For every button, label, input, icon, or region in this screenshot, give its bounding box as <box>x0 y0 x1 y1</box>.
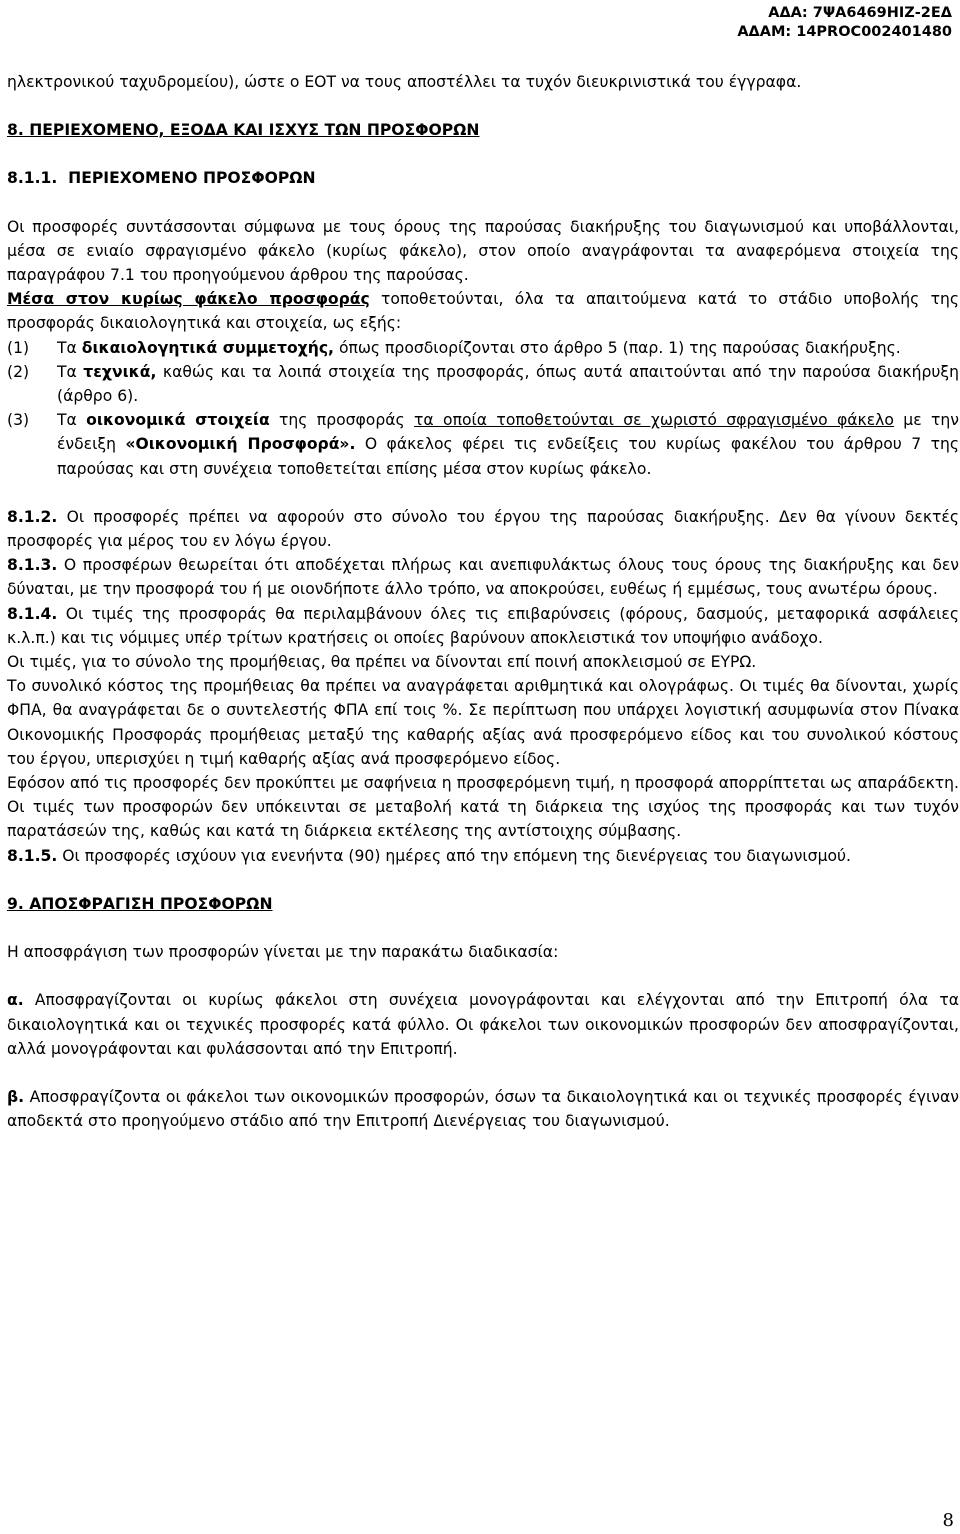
adam-code: ΑΔΑΜ: 14PROC002401480 <box>737 24 952 40</box>
main-envelope-lead: Μέσα στον κυρίως φάκελο προσφοράς <box>7 290 370 309</box>
main-envelope-paragraph: Μέσα στον κυρίως φάκελο προσφοράς τοποθετούνται, όλα τα απαιτούμενα κατά το στάδιο υποβολής της προσφοράς δικαιολογητικά και στοιχεία, ως εξής: <box>7 290 959 333</box>
section-8-1-2: 8.1.2. Οι προσφορές πρέπει να αφορούν στο σύνολο του έργου της παρούσας διακήρυξης. Δεν θα γίνουν δεκτές προσφορές για μέρος του εν λόγω έργου. <box>7 507 959 551</box>
euro-paragraph: Οι τιμές, για το σύνολο της προμήθειας, θα πρέπει να δίνονται επί ποινή αποκλεισμού σε ΕΥΡΩ. <box>7 653 757 672</box>
intro-paragraph: ηλεκτρονικού ταχυδρομείου), ώστε ο ΕΟΤ να τους αποστέλλει τα τυχόν διευκρινιστικά του έγγραφα. <box>7 73 802 91</box>
section-9-intro: Η αποσφράγιση των προσφορών γίνεται με την παρακάτω διαδικασία: <box>7 943 559 962</box>
offers-paragraph: Οι προσφορές συντάσσονται σύμφωνα με τους όρους της παρούσας διακήρυξης του διαγωνισμού και υποβάλλονται, μέσα σε ενιαίο σφραγισμένο φάκελο (κυρίως φάκελο), στον οποίο αναγράφονται τα αναφερόμενα στοιχεία της παραγράφου 7.1 του προηγούμενου άρθρου της παρούσας. <box>7 217 959 285</box>
page-number: 8 <box>942 1510 954 1531</box>
list-item: (3) Τα οικονομικά στοιχεία της προσφοράς τα οποία τοποθετούνται σε χωριστό σφραγισμένο φάκελο με την ένδειξη «Οικονομική Προσφορά». Ο φάκελος φέρει τις ενδείξεις του κυρίως φακέλου του άρθρου 7 της παρούσας και στη συνέχεια τοποθετείται επίσης μέσα στον κυρίως φάκελο. <box>7 411 959 478</box>
section-8-1-1-heading: 8.1.1. ΠΕΡΙΕΧΟΜΕΝΟ ΠΡΟΣΦΟΡΩΝ <box>7 169 316 188</box>
section-8-heading: 8. ΠΕΡΙΕΧΟΜΕΝΟ, ΕΞΟΔΑ ΚΑΙ ΙΣΧΥΣ ΤΩΝ ΠΡΟΣΦΟΡΩΝ <box>7 121 480 140</box>
step-b-paragraph: β. Αποσφραγίζοντα οι φάκελοι των οικονομικών προσφορών, όσων τα δικαιολογητικά και οι τεχνικές προσφορές έγιναν αποδεκτά στο προηγούμενο στάδιο από την Επιτροπή Διενέργειας του διαγωνισμού. <box>7 1087 959 1131</box>
list-item: (2) Τα τεχνικά, καθώς και τα λοιπά στοιχεία της προσφοράς, όπως αυτά απαιτούνται από την παρούσα διακήρυξη (άρθρο 6). <box>7 362 959 406</box>
document-header <box>737 4 952 42</box>
ada-code: ΑΔΑ: 7ΨΑ6469ΗΙΖ-2ΕΔ <box>768 5 952 21</box>
section-8-1-4: 8.1.4. Οι τιμές της προσφοράς θα περιλαμβάνουν όλες τις επιβαρύνσεις (φόρους, δασμούς, μεταφορικά ασφάλειες κ.λ.π.) και τις νόμιμες υπέρ τρίτων κρατήσεις οι οποίες βαρύνουν αποκλειστικά τον υποψήφιο ανάδοχο. <box>7 604 959 647</box>
total-cost-paragraph: Το συνολικό κόστος της προμήθειας θα πρέπει να αναγράφεται αριθμητικά και ολογράφως. Οι τιμές θα δίνονται, χωρίς ΦΠΑ, θα αναγράφεται δε ο συντελεστής ΦΠΑ επί τοις %. Σε περίπτωση που υπάρχει λογιστική ασυμφωνία στον Πίνακα Οικονομικής Προσφοράς προμήθειας μεταξύ της καθαρής αξίας ανά προσφερόμενο είδος και του συνολικού κόστους του έργου, υπερισχύει η τιμή καθαρής αξίας ανά προσφερόμενο είδος. <box>7 677 959 768</box>
list-item: (1) Τα δικαιολογητικά συμμετοχής, όπως προσδιορίζονται στο άρθρο 5 (παρ. 1) της παρούσας διακήρυξης. <box>7 338 901 357</box>
section-8-1-5: 8.1.5. Οι προσφορές ισχύουν για ενενήντα (90) ημέρες από την επόμενη της διενέργειας του διαγωνισμού. <box>7 846 852 865</box>
document-body <box>7 70 959 1133</box>
unclear-price-paragraph: Εφόσον από τις προσφορές δεν προκύπτει με σαφήνεια η προσφερόμενη τιμή, η προσφορά απορρίπτεται ως απαράδεκτη. Οι τιμές των προσφορών δεν υπόκεινται σε μεταβολή κατά τη διάρκεια της ισχύος της προσφοράς και των τυχόν παρατάσεών της, καθώς και κατά τη διάρκεια εκτέλεσης της αντίστοιχης σύμβασης. <box>7 774 959 841</box>
step-a-paragraph: α. Αποσφραγίζονται οι κυρίως φάκελοι στη συνέχεια μονογράφονται και ελέγχονται από την Επιτροπή όλα τα δικαιολογητικά και οι τεχνικές προσφορές κατά φύλλο. Οι φάκελοι των οικονομικών προσφορών δεν αποσφραγίζονται, αλλά μονογράφονται και φυλάσσονται από την Επιτροπή. <box>7 991 959 1058</box>
section-9-heading: 9. ΑΠΟΣΦΡΑΓΙΣΗ ΠΡΟΣΦΟΡΩΝ <box>7 894 273 913</box>
section-8-1-3: 8.1.3. Ο προσφέρων θεωρείται ότι αποδέχεται πλήρως και ανεπιφυλάκτως όλους τους όρους της διακήρυξης και δεν δύναται, με την προσφορά του ή με οιονδήποτε άλλο τρόπο, να αποκρούσει, ευθέως ή εμμέσως, τους ανωτέρω όρους. <box>7 556 959 599</box>
